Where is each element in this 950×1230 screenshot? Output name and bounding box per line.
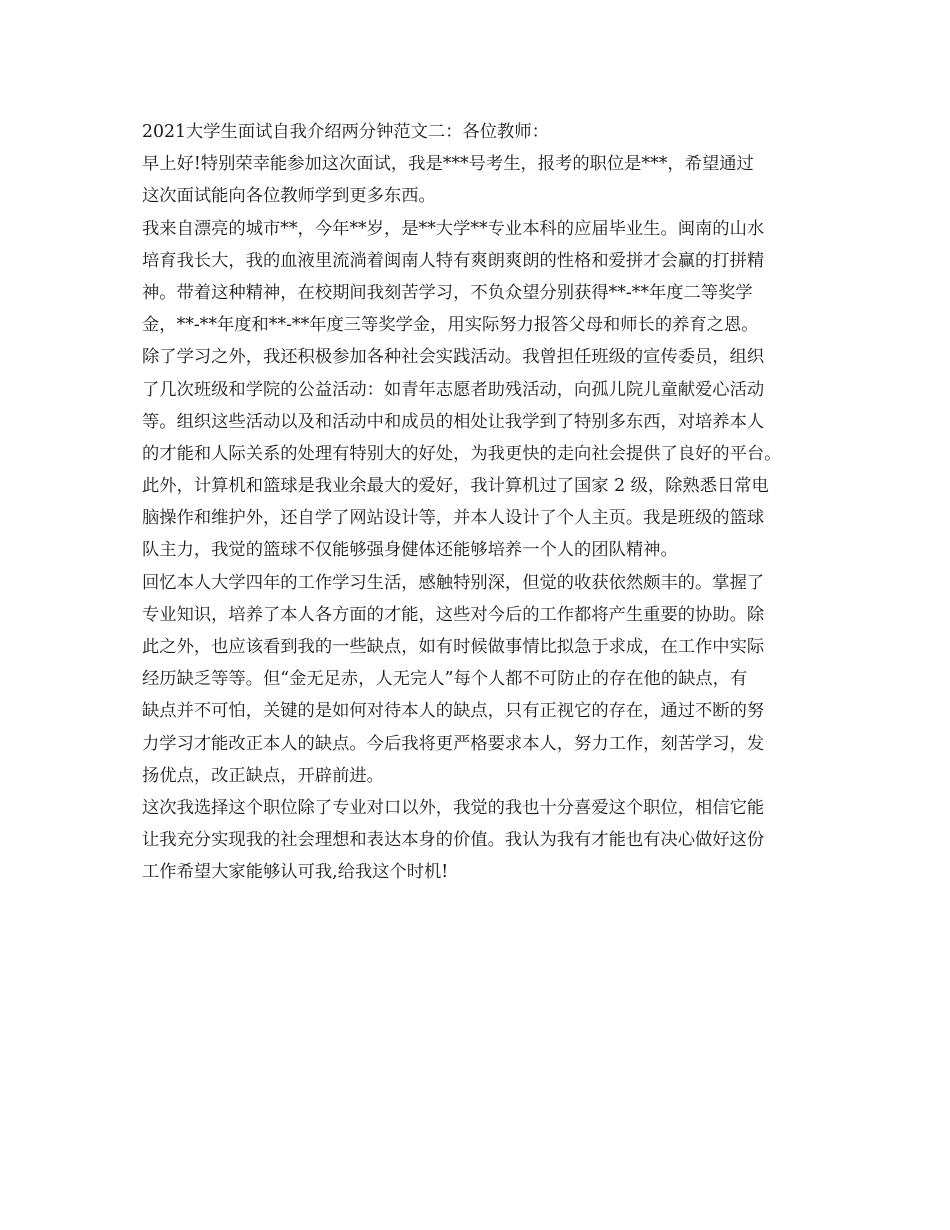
text-line: 扬优点，改正缺点，开辟前进。: [142, 765, 384, 786]
text-line: 神。带着这种精神，在校期间我刻苦学习，不负众望分别获得**-**年度二等奖学: [142, 282, 753, 303]
text-line: 除了学习之外，我还积极参加各种社会实践活动。我曾担任班级的宣传委员，组织: [142, 347, 765, 368]
text-line: 力学习才能改正本人的缺点。今后我将更严格要求本人，努力工作，刻苦学习，发: [142, 733, 765, 754]
text-line: 此之外，也应该看到我的一些缺点，如有时候做事情比拟急于求成，在工作中实际: [142, 637, 765, 657]
text-line: 等。组织这些活动以及和活动中和成员的相处让我学到了特别多东西，对培养本人: [142, 411, 765, 432]
document-body: [142, 116, 832, 889]
text-line: 我来自漂亮的城市**，今年**岁，是**大学**专业本科的应届毕业生。闽南的山水: [142, 218, 765, 239]
text-line: 专业知识，培养了本人各方面的才能，这些对今后的工作都将产生重要的协助。除: [142, 604, 765, 625]
text-line: 缺点并不可怕，关键的是如何对待本人的缺点，只有正视它的存在，通过不断的努: [142, 701, 765, 722]
text-line: 此外，计算机和篮球是我业余最大的爱好，我计算机过了国家 2 级，除熟悉日常电: [142, 476, 769, 497]
text-line: 早上好!特别荣幸能参加这次面试，我是***号考生，报考的职位是***，希望通过: [142, 154, 754, 175]
text-line: 的才能和人际关系的处理有特别大的好处，为我更快的走向社会提供了良好的平台。: [142, 443, 782, 464]
text-line: 了几次班级和学院的公益活动：如青年志愿者助残活动，向孤儿院儿童献爱心活动: [142, 379, 765, 400]
text-line: 经历缺乏等等。但“金无足赤，人无完人”每个人都不可防止的存在他的缺点，有: [142, 669, 748, 690]
text-line: 金，**-**年度和**-**年度三等奖学金，用实际努力报答父母和师长的养育之恩。: [142, 315, 759, 336]
text-line: 培育我长大，我的血液里流淌着闽南人特有爽朗爽朗的性格和爱拼才会赢的打拼精: [142, 250, 765, 271]
text-line: 这次我选择这个职位除了专业对口以外，我觉的我也十分喜爱这个职位，相信它能: [142, 797, 765, 818]
text-line: 回忆本人大学四年的工作学习生活，感触特别深，但觉的收获依然颇丰的。掌握了: [142, 572, 765, 593]
text-line: 脑操作和维护外，还自学了网站设计等，并本人设计了个人主页。我是班级的篮球: [142, 508, 765, 529]
text-line: 这次面试能向各位教师学到更多东西。: [142, 186, 436, 207]
text-line: 队主力，我觉的篮球不仅能够强身健体还能够培养一个人的团队精神。: [142, 540, 678, 561]
text-line: 工作希望大家能够认可我,给我这个时机!: [142, 862, 449, 883]
text-line: 让我充分实现我的社会理想和表达本身的价值。我认为我有才能也有决心做好这份: [142, 830, 765, 851]
text-line: 2021大学生面试自我介绍两分钟范文二：各位教师：: [142, 122, 549, 142]
